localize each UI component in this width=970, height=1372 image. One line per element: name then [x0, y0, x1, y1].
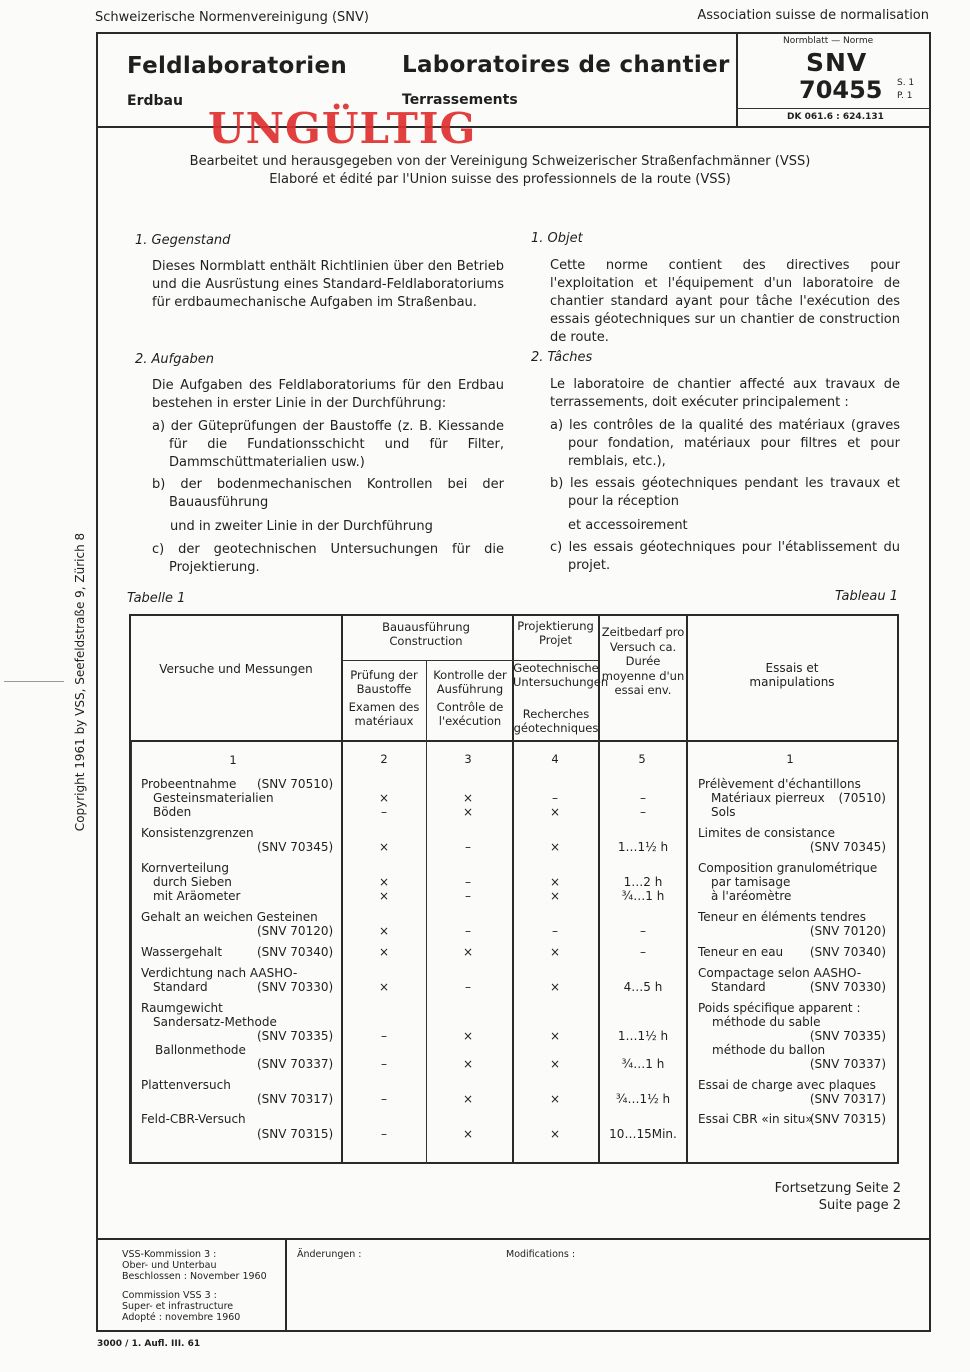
table-row-duration: ¾…1 h [621, 1057, 665, 1071]
norm-box-divider [736, 32, 738, 126]
table-row-test-de: Kornverteilung [141, 861, 229, 875]
table-row-mark: × [549, 945, 561, 959]
table-row-test-fr: Composition granulométrique [698, 861, 878, 875]
table-row-duration: 1…1½ h [617, 1029, 669, 1043]
table-row-ref-de: (SNV 70120) [257, 924, 334, 938]
table-row-test-fr: Limites de consistance [698, 826, 836, 840]
table-row-mark: × [378, 875, 390, 889]
table-row-ref-fr: (SNV 70345) [809, 840, 886, 854]
table-row-ref-de: (SNV 70345) [257, 840, 334, 854]
norm-box-rule [736, 108, 930, 109]
table-row-mark: × [549, 805, 561, 819]
table-row-mark: × [462, 1057, 474, 1071]
table-row-mark: × [549, 889, 561, 903]
table-sub-geotech: Geotechnische Untersuchungen [513, 661, 609, 689]
table-row-duration: – [640, 924, 646, 938]
table-row-mark: × [549, 1127, 561, 1141]
table-row-ref-de: (SNV 70510) [257, 777, 334, 791]
page-right-border [929, 32, 931, 1332]
table-row-mark: × [549, 980, 561, 994]
table-row-mark: – [552, 924, 558, 938]
table-row-test-de: Gesteinsmaterialien [153, 791, 274, 805]
table-label-de: Tabelle 1 [127, 591, 186, 606]
table-row-mark: × [378, 945, 390, 959]
section-1-heading-fr: 1. Objet [531, 231, 583, 246]
table-sub-execution-control-fr: Contrôle de l'exécution [436, 700, 504, 728]
section-1-heading-de: 1. Gegenstand [135, 233, 231, 248]
table-row-mark: × [378, 840, 390, 854]
table-row-test-de: Feld-CBR-Versuch [141, 1112, 246, 1126]
table-row-mark: × [462, 1029, 474, 1043]
column-number: 5 [638, 752, 646, 766]
table-row-test-fr: Prélèvement d'échantillons [698, 777, 861, 791]
table-row-mark: × [378, 980, 390, 994]
section-2-intro-fr: Le laboratoire de chantier affecté aux travaux de terrassements, doit exécuter principalement : [550, 377, 900, 410]
table-row-test-fr: méthode du sable [712, 1015, 821, 1029]
table-row-duration: – [640, 945, 646, 959]
commission-fr-date: Adopté : novembre 1960 [122, 1312, 241, 1323]
table-sub-material-test: Prüfung der Baustoffe [350, 668, 418, 696]
table-row-test-fr: Teneur en eau [698, 945, 784, 959]
table-sub-execution-control: Kontrolle der Ausführung [433, 668, 507, 696]
invalid-stamp: UNGÜLTIG [208, 104, 477, 153]
page-number-de: S. 1 [897, 78, 915, 88]
table-row-ref-fr: (SNV 70330) [809, 980, 886, 994]
continuation-fr: Suite page 2 [818, 1198, 901, 1213]
table-row-test-fr: Matériaux pierreux [711, 791, 825, 805]
norm-number: 70455 [799, 76, 883, 104]
table-row-mark: – [465, 924, 471, 938]
table-row-test-de: Probeentnahme [141, 777, 237, 791]
table-row-mark: – [465, 875, 471, 889]
section-1-text-de: Dieses Normblatt enthält Richtlinien über den Betrieb und die Ausrüstung eines Standard-Feldlaboratoriums für erdbaumechanische Aufgaben im Straßenbau. [152, 259, 504, 310]
table-row-duration: 10…15Min. [609, 1127, 677, 1141]
table-row-test-fr: par tamisage [711, 875, 791, 889]
table-row-mark: – [381, 1127, 387, 1141]
table-row-mark: – [381, 805, 387, 819]
table-head-construction: Bauausführung Construction [382, 620, 470, 648]
table-row-mark: × [549, 1057, 561, 1071]
table-row-test-de: mit Aräometer [153, 889, 241, 903]
table-row-test-de: Ballonmethode [155, 1043, 246, 1057]
column-number: 1 [786, 752, 794, 766]
table-head-tests: Versuche und Messungen [159, 662, 313, 676]
table-row-mark: – [381, 1092, 387, 1106]
table-row-mark: – [465, 889, 471, 903]
page-number-fr: P. 1 [897, 91, 913, 101]
header-top-rule [96, 32, 930, 34]
table-row-ref-de: (SNV 70340) [257, 945, 334, 959]
normblatt-label: Normblatt — Norme [783, 36, 874, 46]
changes-label-fr: Modifications : [506, 1249, 576, 1260]
dk-classification: DK 061.6 : 624.131 [787, 112, 884, 122]
table-row-mark: × [462, 945, 474, 959]
table-row-test-fr: à l'aréomètre [711, 889, 792, 903]
table-row-mark: – [465, 980, 471, 994]
table-row-test-de: Gehalt an weichen Gesteinen [141, 910, 318, 924]
subtitle-de: Erdbau [127, 93, 183, 109]
section-2-heading-de: 2. Aufgaben [135, 352, 214, 367]
publisher-de: Bearbeitet und herausgegeben von der Vereinigung Schweizerischer Straßenfachmänner (VSS) [189, 154, 811, 169]
table-row-mark: × [378, 791, 390, 805]
commission-fr [122, 1290, 240, 1323]
snv-label: SNV [806, 48, 868, 77]
table-row-duration: ¾…1 h [621, 889, 665, 903]
publisher-fr: Elaboré et édité par l'Union suisse des professionnels de la route (VSS) [269, 172, 731, 187]
section-2-mid-fr: et accessoirement [568, 518, 688, 533]
title-fr: Laboratoires de chantier [402, 52, 730, 78]
table-head-essais: Essais et manipulations [749, 661, 835, 689]
table-row-duration: 1…1½ h [617, 840, 669, 854]
table-row-mark: × [549, 875, 561, 889]
commission-de-scope: Ober- und Unterbau [122, 1260, 217, 1271]
org-name-fr: Association suisse de normalisation [697, 8, 929, 23]
commission-fr-name: Commission VSS 3 : [122, 1290, 217, 1301]
table-row-mark: – [552, 791, 558, 805]
table-row-ref-de: (SNV 70330) [257, 980, 334, 994]
table-row-test-de: durch Sieben [153, 875, 232, 889]
commission-de-date: Beschlossen : November 1960 [122, 1271, 267, 1282]
punch-mark [4, 681, 64, 682]
table-row-ref-fr: (SNV 70337) [809, 1057, 886, 1071]
table-row-test-fr: Sols [711, 805, 736, 819]
section-2-intro-de: Die Aufgaben des Feldlaboratoriums für den Erdbau bestehen in erster Linie in der Durchführung: [152, 378, 504, 411]
table-row-duration: – [640, 791, 646, 805]
table-sub-material-test-fr: Examen des matériaux [348, 700, 420, 728]
table-row-ref-de: (SNV 70317) [257, 1092, 334, 1106]
print-note: 3000 / 1. Aufl. III. 61 [97, 1339, 201, 1349]
table-head-project: Projektierung Projet [517, 619, 594, 647]
title-de: Feldlaboratorien [127, 53, 348, 79]
column-number: 4 [551, 752, 559, 766]
table-row-ref-fr: (SNV 70340) [809, 945, 886, 959]
table-row-test-fr: Compactage selon AASHO- [698, 966, 862, 980]
table-row-mark: – [381, 1029, 387, 1043]
section-2-item-a-fr: a) les contrôles de la qualité des matériaux (graves pour fondation, matériaux pour filtres et pour remblais, etc.), [550, 418, 900, 469]
column-number: 2 [380, 752, 388, 766]
table-row-test-de: Verdichtung nach AASHO- [141, 966, 298, 980]
table-row-test-fr: méthode du ballon [712, 1043, 826, 1057]
section-1-text-fr: Cette norme contient des directives pour l'exploitation et l'équipement d'un laboratoire de chantier standard ayant pour tâche l'exécution des essais géotechniques sur un chantier de construction de route. [550, 258, 900, 345]
section-2-item-b-fr: b) les essais géotechniques pendant les travaux et pour la réception [550, 476, 900, 509]
table-sub-geotech-fr: Recherches géotechniques [513, 707, 599, 735]
table-row-mark: × [549, 1092, 561, 1106]
table-row-ref-fr: (SNV 70315) [809, 1112, 886, 1126]
table-row-duration: – [640, 805, 646, 819]
table-row-mark: × [549, 840, 561, 854]
table-row-test-de: Konsistenzgrenzen [141, 826, 254, 840]
changes-label-de: Änderungen : [297, 1249, 362, 1260]
section-2-item-b-de: b) der bodenmechanischen Kontrollen bei der Bauausführung [152, 477, 504, 510]
table-row-mark: × [549, 1029, 561, 1043]
footer-top-rule [96, 1238, 930, 1240]
section-2-heading-fr: 2. Tâches [531, 350, 593, 365]
table-row-ref-de: (SNV 70315) [257, 1127, 334, 1141]
section-2-mid-de: und in zweiter Linie in der Durchführung [170, 519, 433, 534]
table-row-mark: × [462, 791, 474, 805]
column-number: 3 [464, 752, 472, 766]
table-row-test-de: Standard [153, 980, 208, 994]
org-name-de: Schweizerische Normenvereinigung (SNV) [95, 10, 369, 25]
table-row-mark: × [462, 805, 474, 819]
section-2-item-a-de: a) der Güteprüfungen der Baustoffe (z. B. Kiessande für die Fundationsschicht und für Filter, Dammschüttmaterialien usw.) [152, 419, 504, 470]
table-row-test-de: Plattenversuch [141, 1078, 231, 1092]
table-row-ref-de: (SNV 70335) [257, 1029, 334, 1043]
table-row-test-fr: Teneur en éléments tendres [698, 910, 866, 924]
footer-divider [285, 1238, 287, 1332]
section-2-item-c-de: c) der geotechnischen Untersuchungen für die Projektierung. [152, 542, 504, 575]
table-row-test-fr: Essai CBR «in situ» [698, 1112, 813, 1126]
table-row-mark: – [465, 840, 471, 854]
subtitle-fr: Terrassements [402, 92, 518, 108]
column-number: 1 [229, 753, 237, 767]
footer-bottom-rule [96, 1330, 930, 1332]
table-row-duration: 1…2 h [623, 875, 663, 889]
table-row-mark: × [462, 1127, 474, 1141]
table-label-fr: Tableau 1 [834, 589, 898, 604]
table-row-test-de: Sandersatz-Methode [153, 1015, 277, 1029]
commission-de [122, 1249, 267, 1282]
table-row-ref-fr: (SNV 70335) [809, 1029, 886, 1043]
continuation-de: Fortsetzung Seite 2 [774, 1181, 901, 1196]
table-row-mark: – [381, 1057, 387, 1071]
table-row-test-fr: Standard [711, 980, 766, 994]
table-row-mark: × [378, 889, 390, 903]
section-2-item-c-fr: c) les essais géotechniques pour l'établissement du projet. [550, 540, 900, 573]
table-row-test-fr: Poids spécifique apparent : [698, 1001, 861, 1015]
table-row-ref-fr: (SNV 70317) [809, 1092, 886, 1106]
table-row-duration: 4…5 h [623, 980, 663, 994]
table-row-test-fr: Essai de charge avec plaques [698, 1078, 876, 1092]
table-head-duration: Zeitbedarf pro Versuch ca. Durée moyenne d'un essai env. [601, 625, 685, 697]
table-row-ref-fr: (SNV 70120) [809, 924, 886, 938]
table-row-duration: ¾…1½ h [615, 1092, 671, 1106]
page-left-border [96, 32, 98, 1332]
table-row-mark: × [378, 924, 390, 938]
table-row-mark: × [462, 1092, 474, 1106]
commission-fr-scope: Super- et infrastructure [122, 1301, 234, 1312]
table-row-test-de: Wassergehalt [141, 945, 223, 959]
table-row-ref-de: (SNV 70337) [257, 1057, 334, 1071]
commission-de-name: VSS-Kommission 3 : [122, 1249, 217, 1260]
table-row-ref-fr: (70510) [838, 791, 886, 805]
copyright-vertical: Copyright 1961 by VSS, Seefeldstraße 9, Zürich 8 [73, 532, 87, 832]
table-row-test-de: Raumgewicht [141, 1001, 223, 1015]
table-row-test-de: Böden [153, 805, 192, 819]
